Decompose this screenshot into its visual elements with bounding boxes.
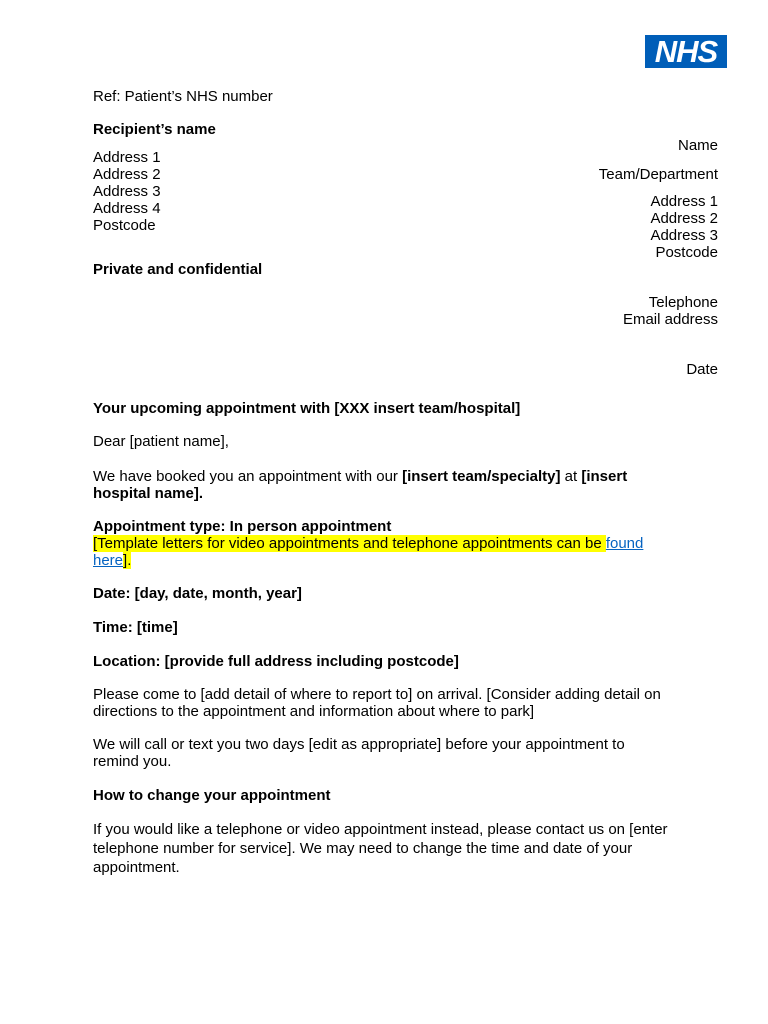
template-note-end: ]. — [123, 552, 132, 569]
booking-text: We have booked you an appointment with our — [93, 468, 403, 485]
appointment-time: Time: [time] — [93, 619, 178, 636]
greeting: Dear [patient name], — [93, 433, 229, 450]
booking-paragraph — [93, 468, 668, 502]
found-here-link[interactable]: found — [605, 535, 644, 552]
recipient-address-line: Address 2 — [93, 166, 161, 183]
letter-subject: Your upcoming appointment with [XXX insert team/hospital] — [93, 400, 521, 417]
recipient-name: Recipient’s name — [93, 121, 216, 138]
sender-address-line: Address 3 — [650, 227, 718, 244]
recipient-postcode: Postcode — [93, 217, 156, 234]
sender-address-line: Address 2 — [650, 210, 718, 227]
appointment-type: Appointment type: In person appointment — [93, 518, 392, 535]
reference-line: Ref: Patient’s NHS number — [93, 88, 273, 105]
appointment-location: Location: [provide full address including postcode] — [93, 653, 459, 670]
template-note — [93, 535, 673, 569]
recipient-address-line: Address 1 — [93, 149, 161, 166]
sender-address — [418, 193, 718, 261]
reminder-paragraph: We will call or text you two days [edit as appropriate] before your appointment to remind you. — [93, 736, 625, 770]
sender-address-line: Address 1 — [650, 193, 718, 210]
template-note-text: [Template letters for video appointments and telephone appointments can be — [93, 535, 606, 552]
recipient-address-line: Address 4 — [93, 200, 161, 217]
sender-telephone: Telephone — [648, 294, 718, 311]
letter-date: Date — [686, 361, 718, 378]
found-here-link[interactable]: here — [93, 552, 124, 569]
change-heading: How to change your appointment — [93, 787, 331, 804]
change-paragraph: If you would like a telephone or video appointment instead, please contact us on [enter telephone number for service]. We may need to change the time and date of your appointment. — [93, 821, 668, 876]
sender-email: Email address — [622, 311, 718, 328]
nhs-logo: NHS — [645, 35, 727, 68]
booking-hospital: [insert hospital name]. — [93, 468, 628, 502]
sender-name: Name — [677, 137, 718, 154]
booking-team: [insert team/specialty] — [402, 468, 561, 485]
appointment-date: Date: [day, date, month, year] — [93, 585, 302, 602]
sender-team: Team/Department — [598, 166, 718, 183]
recipient-address-line: Address 3 — [93, 183, 161, 200]
private-confidential: Private and confidential — [93, 261, 263, 278]
booking-text: at — [560, 468, 582, 485]
sender-postcode: Postcode — [655, 244, 718, 261]
arrival-paragraph: Please come to [add detail of where to report to] on arrival. [Consider adding detail on directions to the appointment and information about where to park] — [93, 686, 661, 720]
